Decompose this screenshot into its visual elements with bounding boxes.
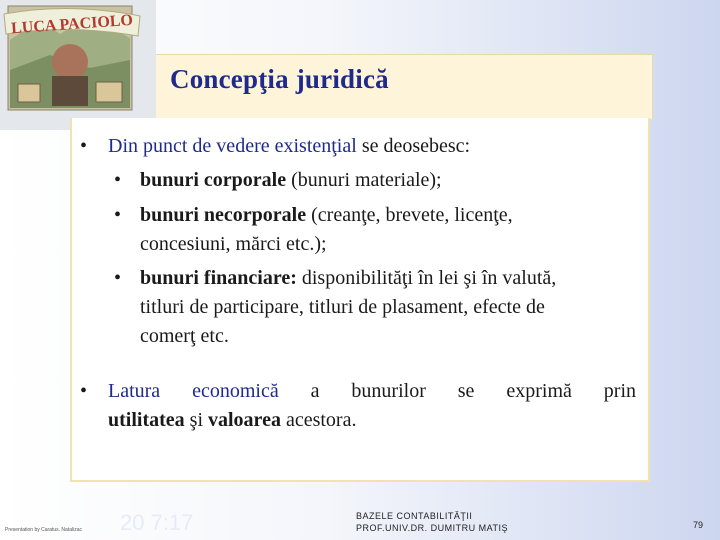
bullet-2-bold-1: utilitatea — [108, 409, 185, 431]
sub-bullet-marker: • — [114, 169, 122, 191]
sub-bullet-marker: • — [114, 267, 122, 289]
footer-presenter: Presentation by Caratus. Natalizac — [5, 527, 82, 533]
sub-bullet-1 — [140, 168, 442, 192]
sub-bullet-3-bold: bunuri financiare: — [140, 267, 297, 289]
sub-bullet-marker: • — [114, 204, 122, 226]
footer-course — [356, 510, 508, 534]
sub-bullet-1-rest: (bunuri materiale); — [291, 169, 442, 191]
bullet-2-word-1: Latura — [108, 380, 161, 402]
sub-bullet-1-bold: bunuri corporale — [140, 169, 287, 191]
bullet-2-word-2: economică — [192, 380, 279, 402]
bullet-2-line-2 — [108, 408, 356, 432]
footer-course-line-2: PROF.UNIV.DR. DUMITRU MATIŞ — [356, 523, 509, 533]
bullet-2-mid: şi — [189, 409, 203, 431]
bullet-1-lead: Din punct de vedere existenţial — [108, 135, 357, 157]
bullet-marker: • — [80, 135, 88, 157]
sub-bullet-2-cont: concesiuni, mărci etc.); — [140, 233, 327, 255]
bullet-2-word-5: se — [457, 380, 475, 402]
page-number: 79 — [693, 520, 704, 530]
bullet-2 — [108, 379, 636, 403]
footer-course-line-1: BAZELE CONTABILITĂŢII — [356, 511, 473, 521]
sub-bullet-2-bold: bunuri necorporale — [140, 204, 307, 226]
footer-date: 20 7:17 — [120, 510, 194, 535]
bullet-2-word-4: bunurilor — [351, 380, 426, 402]
sub-bullet-3-rest: disponibilităţi în lei şi în valută, — [301, 267, 557, 289]
bullet-1 — [108, 134, 470, 158]
bullet-1-rest: se deosebesc: — [361, 135, 471, 157]
bullet-2-word-6: exprimă — [506, 380, 572, 402]
sub-bullet-3 — [140, 266, 556, 290]
bullet-2-bold-2: valoarea — [208, 409, 281, 431]
sub-bullet-3-cont-2: comerţ etc. — [140, 325, 229, 347]
logo-text: LUCA PACIOLO — [10, 11, 134, 38]
bullet-marker: • — [80, 380, 88, 402]
bullet-2-word-7: prin — [603, 380, 636, 402]
sub-bullet-2 — [140, 203, 513, 227]
slide-title: Concepţia juridică — [170, 64, 389, 94]
luca-paciolo-logo — [0, 0, 156, 130]
sub-bullet-3-cont-1: titluri de participare, titluri de plasament, efecte de — [140, 296, 545, 318]
bullet-2-rest: acestora. — [285, 409, 357, 431]
bullet-2-word-3: a — [310, 380, 320, 402]
sub-bullet-2-rest: (creanţe, brevete, licenţe, — [311, 204, 513, 226]
